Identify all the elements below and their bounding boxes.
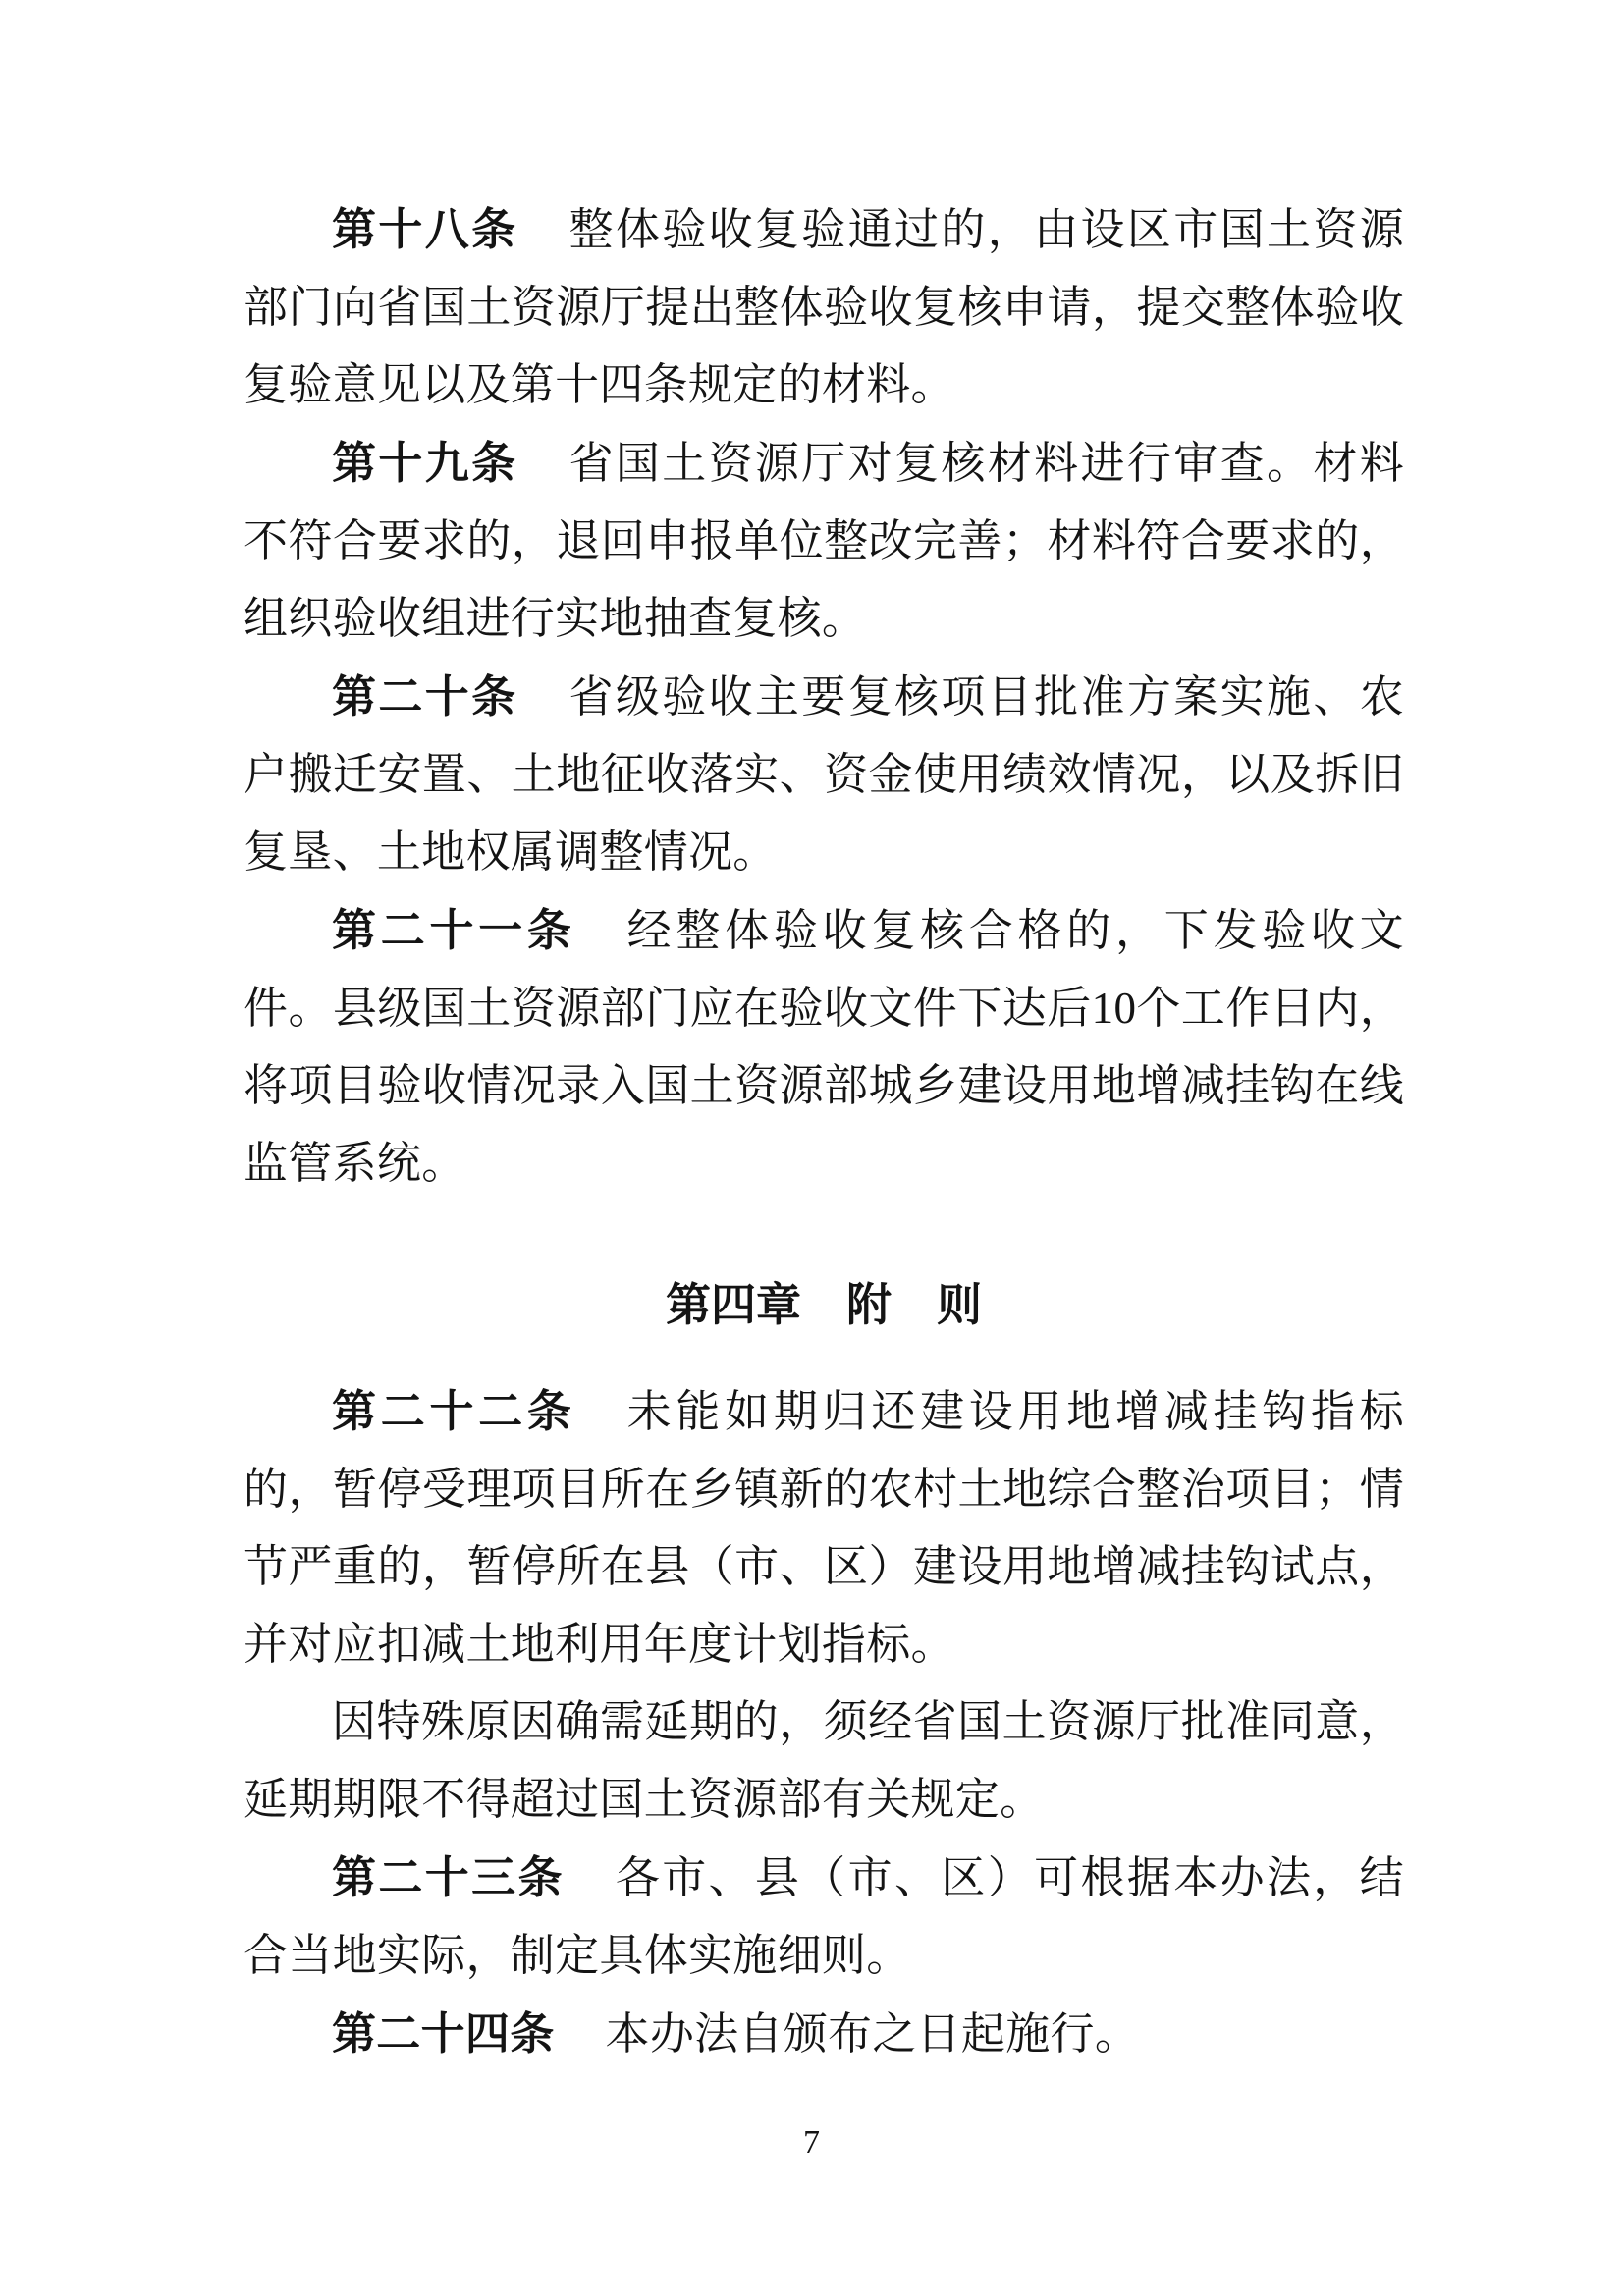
chapter-heading: 第四章 附 则 bbox=[666, 1279, 982, 1330]
article-paragraph bbox=[243, 424, 1404, 658]
article-text: 各市、县（市、区）可根据本办法，结合当地实际，制定具体实施细则。 bbox=[243, 1853, 1404, 1980]
article-number: 第二十四条 bbox=[332, 2008, 555, 2058]
article-paragraph bbox=[243, 1839, 1404, 1995]
article-number: 第二十一条 bbox=[332, 905, 576, 955]
article-number: 第十八条 bbox=[332, 204, 518, 254]
article-paragraph bbox=[243, 1683, 1404, 1839]
article-paragraph bbox=[243, 658, 1404, 891]
article-text: 因特殊原因确需延期的，须经省国土资源厅批准同意，延期期限不得超过国土资源部有关规定。 bbox=[243, 1697, 1404, 1824]
article-number: 第二十条 bbox=[332, 671, 518, 721]
article-text: 经整体验收复核合格的，下发验收文件。县级国土资源部门应在验收文件下达后10个工作日内，将项目验收情况录入国土资源部城乡建设用地增减挂钩在线监管系统。 bbox=[243, 906, 1404, 1188]
article-text: 未能如期归还建设用地增减挂钩指标的，暂停受理项目所在乡镇新的农村土地综合整治项目；情节严重的，暂停所在县（市、区）建设用地增减挂钩试点，并对应扣减土地利用年度计划指标。 bbox=[243, 1387, 1404, 1669]
article-paragraph bbox=[243, 190, 1404, 424]
article-paragraph bbox=[243, 891, 1404, 1202]
document-body bbox=[243, 190, 1404, 2073]
article-paragraph bbox=[243, 1995, 1404, 2073]
article-number: 第二十二条 bbox=[332, 1386, 576, 1436]
article-text: 本办法自颁布之日起施行。 bbox=[605, 2009, 1140, 2058]
article-text: 整体验收复验通过的，由设区市国土资源部门向省国土资源厅提出整体验收复核申请，提交整体验收复验意见以及第十四条规定的材料。 bbox=[243, 205, 1404, 409]
article-text: 省国土资源厅对复核材料进行审查。材料不符合要求的，退回申报单位整改完善；材料符合要求的，组织验收组进行实地抽查复核。 bbox=[243, 439, 1404, 643]
article-number: 第十九条 bbox=[332, 438, 518, 488]
article-paragraph bbox=[243, 1372, 1404, 1683]
page-number: 7 bbox=[803, 2124, 820, 2161]
article-number: 第二十三条 bbox=[332, 1852, 565, 1902]
article-text: 省级验收主要复核项目批准方案实施、农户搬迁安置、土地征收落实、资金使用绩效情况，以及拆旧复垦、土地权属调整情况。 bbox=[243, 672, 1404, 877]
